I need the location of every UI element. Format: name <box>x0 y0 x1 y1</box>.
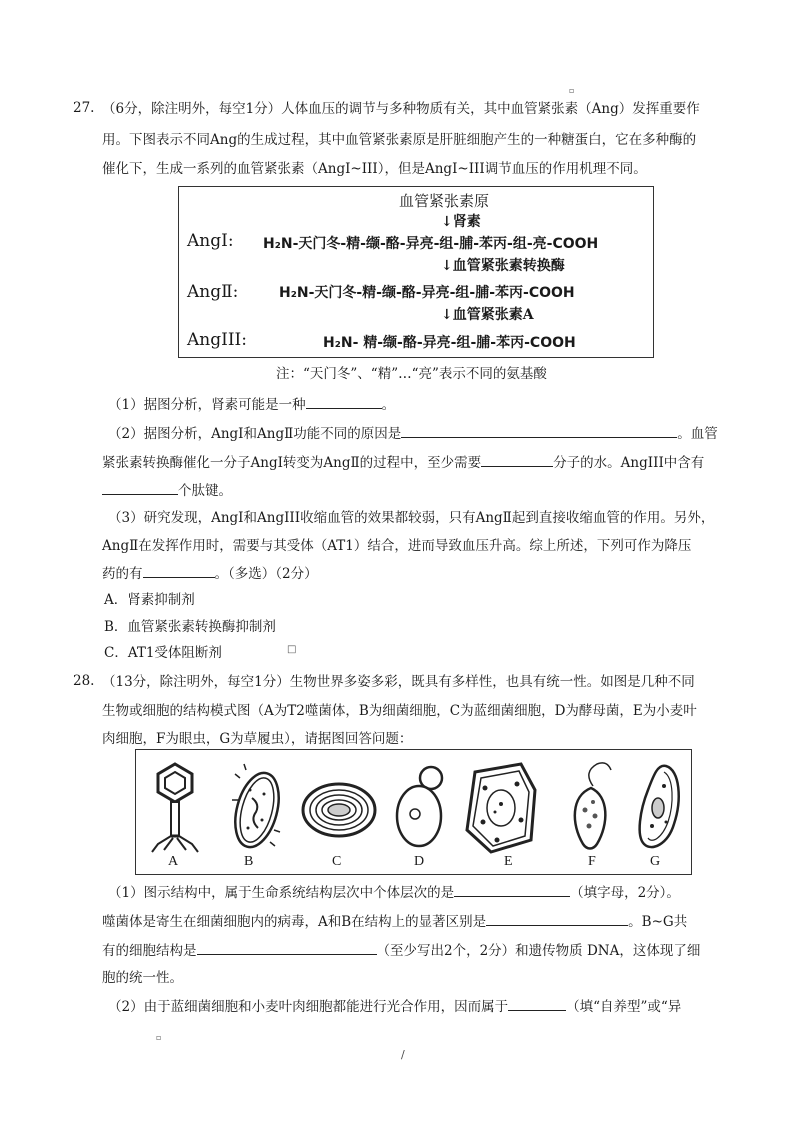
euglena-drawing <box>561 760 621 855</box>
label-f: F <box>588 854 596 869</box>
question-27-number: 27. <box>73 100 95 116</box>
q28-sub1-text4: 有的细胞结构是 <box>102 943 197 959</box>
answer-blank-3[interactable] <box>481 452 553 467</box>
cyanobacterium-drawing <box>299 760 379 855</box>
label-d: D <box>414 854 425 869</box>
ang3-sequence: H₂N- 精-缬-酪-异亮-组-脯-苯丙-COOH <box>323 335 576 351</box>
paramecium-drawing <box>630 760 690 855</box>
label-a: A <box>168 854 179 869</box>
q28-sub2-line1 <box>108 996 728 1017</box>
q27-sub1-end: 。 <box>381 397 396 413</box>
q28-sub1-end: （填字母，2分）。 <box>570 885 680 901</box>
q27-sub1-text: （1）据图分析，肾素可能是一种 <box>108 397 306 413</box>
q27-sub3-line2: AngⅡ在发挥作用时，需要与其受体（AT1）结合，进而导致血压升高。综上所述，下列可作为降压 <box>102 538 692 554</box>
q28-sub1-line2 <box>102 911 722 932</box>
q28-sub1-line3 <box>102 940 722 961</box>
ang1-label: AngⅠ: <box>187 231 234 251</box>
label-e: E <box>504 854 513 869</box>
q27-sub2-end: 。血管 <box>677 426 718 442</box>
option-a: A．肾素抑制剂 <box>104 592 195 608</box>
q27-line2: 用。下图表示不同Ang的生成过程，其中血管紧张素原是肝脏细胞产生的一种糖蛋白，它在多种酶的 <box>102 132 697 148</box>
mark-mid: □ <box>287 644 297 655</box>
ang3-label: AngIII: <box>187 330 247 350</box>
q27-sub3-text: 药的有 <box>102 566 143 582</box>
answer-blank-2[interactable] <box>401 423 677 438</box>
q28-line1: （13分，除注明外，每空1分）生物世界多姿多彩，既具有多样性，也具有统一性。如图是几种不同 <box>102 674 695 690</box>
q27-sub2-line3 <box>102 480 722 501</box>
q28-sub1-text5: （至少写出2个，2分）和遗传物质 DNA，这体现了细 <box>376 943 701 959</box>
ang2-sequence: H₂N-天门冬-精-缬-酪-异亮-组-脯-苯丙-COOH <box>279 285 575 301</box>
yeast-drawing <box>391 760 451 855</box>
answer-blank-6[interactable] <box>454 882 570 897</box>
q27-sub2-text4: 个肽键。 <box>178 483 232 499</box>
q28-sub1-text2: 噬菌体是寄生在细菌细胞内的病毒，A和B在结构上的显著区别是 <box>102 914 487 930</box>
option-b: B．血管紧张素转换酶抑制剂 <box>104 619 276 635</box>
answer-blank-8[interactable] <box>197 940 377 955</box>
answer-blank-5[interactable] <box>143 563 215 578</box>
phage-drawing <box>144 760 206 855</box>
q27-sub2 <box>108 423 728 444</box>
plant-cell-drawing <box>461 760 541 855</box>
q27-sub3-line1: （3）研究发现，AngI和AngIII收缩血管的效果都较弱，只有AngⅡ起到直接收缩血管的作用。另外， <box>108 510 715 526</box>
q28-line2: 生物或细胞的结构模式图（A为T2噬菌体，B为细菌细胞，C为蓝细菌细胞，D为酵母菌，E为小麦叶 <box>102 703 697 719</box>
label-c: C <box>332 854 342 869</box>
mark-top: ▫ <box>569 86 575 95</box>
label-g: G <box>650 854 661 869</box>
q28-sub2-text: （2）由于蓝细菌细胞和小麦叶肉细胞都能进行光合作用，因而属于 <box>108 999 509 1015</box>
answer-blank-7[interactable] <box>486 911 628 926</box>
q27-sub2-text3: 分子的水。AngIII中含有 <box>553 455 705 471</box>
q28-sub1-line4: 胞的统一性。 <box>102 970 183 986</box>
page-marker: / <box>401 1048 405 1061</box>
question-28-number: 28. <box>73 673 95 689</box>
ang1-sequence: H₂N-天门冬-精-缬-酪-异亮-组-脯-苯丙-组-亮-COOH <box>263 236 599 252</box>
q27-sub2-text: （2）据图分析，AngI和AngⅡ功能不同的原因是 <box>108 426 402 442</box>
option-c: C．AT1受体阻断剂 <box>104 645 222 661</box>
organism-figure <box>135 749 692 875</box>
answer-blank-9[interactable] <box>508 996 566 1011</box>
q27-line1: （6分，除注明外，每空1分）人体血压的调节与多种物质有关，其中血管紧张素（Ang）发挥重要作 <box>102 101 700 117</box>
q28-sub1-text: （1）图示结构中，属于生命系统结构层次中个体层次的是 <box>108 885 455 901</box>
q27-sub3-line3 <box>102 563 722 584</box>
ang2-label: AngⅡ: <box>187 282 239 302</box>
answer-blank-1[interactable] <box>306 394 382 409</box>
q28-sub2-end: （填“自养型”或“异 <box>566 999 682 1015</box>
arrow-ang-a: ↓血管紧张素A <box>441 307 534 323</box>
ang-figure <box>178 186 654 358</box>
q27-sub1 <box>108 394 728 415</box>
q27-sub3-end: 。（多选）（2分） <box>214 566 318 582</box>
q27-line3: 催化下，生成一系列的血管紧张素（AngI~III），但是AngI~III调节血压的作用机理不同。 <box>102 161 647 177</box>
arrow-ace: ↓血管紧张素转换酶 <box>441 258 565 274</box>
figure-note: 注：“天门冬”、“精”…“亮”表示不同的氨基酸 <box>276 366 547 382</box>
q27-sub2-text2: 紧张素转换酶催化一分子AngI转变为AngⅡ的过程中，至少需要 <box>102 455 482 471</box>
arrow-renin: ↓肾素 <box>441 214 481 230</box>
q28-line3: 肉细胞，F为眼虫，G为草履虫），请据图回答问题： <box>102 731 413 747</box>
q27-sub2-line2 <box>102 452 722 473</box>
mark-bottom: ▫ <box>156 1033 162 1042</box>
bacterium-drawing <box>222 760 292 855</box>
q28-sub1-text3: 。B~G共 <box>628 914 688 930</box>
answer-blank-4[interactable] <box>102 480 178 495</box>
figure-title: 血管紧张素原 <box>399 192 490 210</box>
label-b: B <box>244 854 254 869</box>
q28-sub1-line1 <box>108 882 728 903</box>
